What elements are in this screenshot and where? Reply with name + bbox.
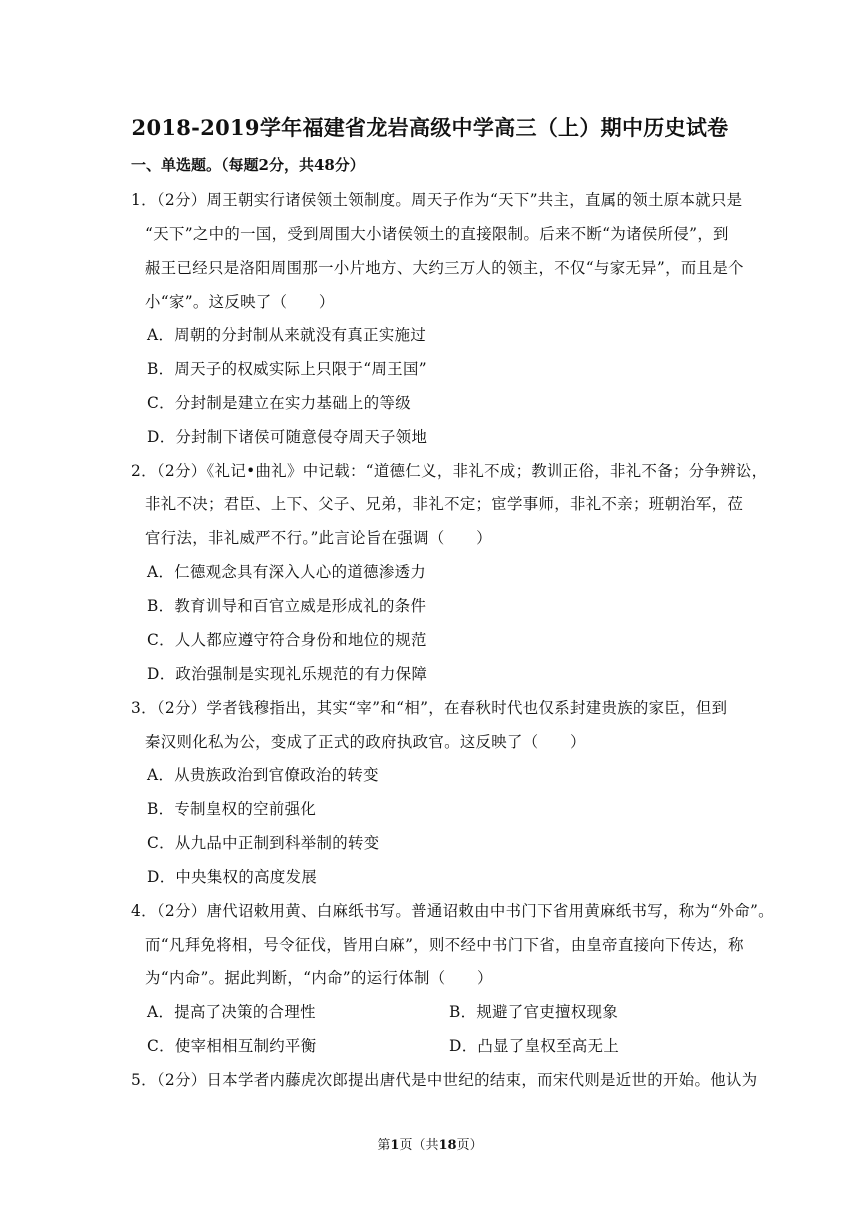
question-2-line-2: 非礼不决；君臣、上下、父子、兄弟，非礼不定；宦学事师，非礼不亲；班朝治军，莅: [145, 495, 744, 513]
question-1-option-d: D．分封制下诸侯可随意侵夺周天子领地: [147, 428, 428, 446]
question-1-line-1: 1．（2分）周王朝实行诸侯领土领制度。周天子作为“天下”共主，直属的领土原本就只是: [131, 191, 743, 209]
exam-title: 2018-2019学年福建省龙岩高级中学高三（上）期中历史试卷: [131, 115, 729, 140]
question-3-option-d: D．中央集权的高度发展: [147, 868, 318, 886]
question-1-line-2: “天下”之中的一国，受到周围大小诸侯领土的直接限制。后来不断“为诸侯所侵”，到: [145, 225, 729, 243]
footer-mid: 页（共: [399, 1138, 439, 1153]
question-4-line-2: 而“凡拜免将相，号令征伐，皆用白麻”，则不经中书门下省，由皇帝直接向下传达，称: [145, 936, 744, 954]
question-4-option-a: A．提高了决策的合理性: [147, 1003, 316, 1021]
footer-suffix: 页）: [456, 1138, 483, 1153]
page-footer: [0, 1136, 860, 1156]
question-3-option-b: B．专制皇权的空前强化: [147, 800, 317, 818]
footer-total-pages: 18: [438, 1138, 457, 1153]
question-3-line-2: 秦汉则化私为公，变成了正式的政府执政官。这反映了（ ）: [145, 733, 586, 751]
section-heading: 一、单选题。（每题2分，共48分）: [131, 156, 365, 174]
question-2-option-b: B．教育训导和百官立威是形成礼的条件: [147, 597, 427, 615]
footer-prefix: 第: [377, 1138, 391, 1153]
question-3-option-a: A．从贵族政治到官僚政治的转变: [147, 766, 379, 784]
question-5-line-1: 5．（2分）日本学者内藤虎次郎提出唐代是中世纪的结束，而宋代则是近世的开始。他认为: [131, 1071, 758, 1089]
question-1-line-4: 小“家”。这反映了（ ）: [145, 293, 335, 311]
question-4-line-3: 为“内命”。据此判断，“内命”的运行体制（ ）: [145, 969, 493, 987]
footer-page-number: 1: [390, 1138, 400, 1153]
question-2-option-a: A．仁德观念具有深入人心的道德渗透力: [147, 563, 427, 581]
question-2-option-c: C．人人都应遵守符合身份和地位的规范: [147, 631, 427, 649]
question-4-option-b: B．规避了官吏擅权现象: [449, 1003, 619, 1021]
question-2-line-3: 官行法，非礼威严不行。”此言论旨在强调（ ）: [145, 529, 492, 547]
question-1-line-3: 赧王已经只是洛阳周围那一小片地方、大约三万人的领主，不仅“与家无异”，而且是个: [145, 259, 744, 277]
question-4-option-d: D．凸显了皇权至高无上: [449, 1037, 620, 1055]
question-4-option-c: C．使宰相相互制约平衡: [147, 1037, 317, 1055]
question-1-option-b: B．周天子的权威实际上只限于“周王国”: [147, 360, 427, 378]
question-4-line-1: 4．（2分）唐代诏敕用黄、白麻纸书写。普通诏敕由中书门下省用黄麻纸书写，称为“外命”。: [131, 902, 774, 920]
question-3-option-c: C．从九品中正制到科举制的转变: [147, 834, 380, 852]
question-2-option-d: D．政治强制是实现礼乐规范的有力保障: [147, 665, 428, 683]
question-3-line-1: 3．（2分）学者钱穆指出，其实“宰”和“相”，在春秋时代也仅系封建贵族的家臣，但到: [131, 699, 728, 717]
question-2-line-1: 2．（2分）《礼记•曲礼》中记载：“道德仁义，非礼不成；教训正俗，非礼不备；分争辨讼，: [131, 462, 768, 480]
question-1-option-a: A．周朝的分封制从来就没有真正实施过: [147, 326, 427, 344]
question-1-option-c: C．分封制是建立在实力基础上的等级: [147, 394, 411, 412]
